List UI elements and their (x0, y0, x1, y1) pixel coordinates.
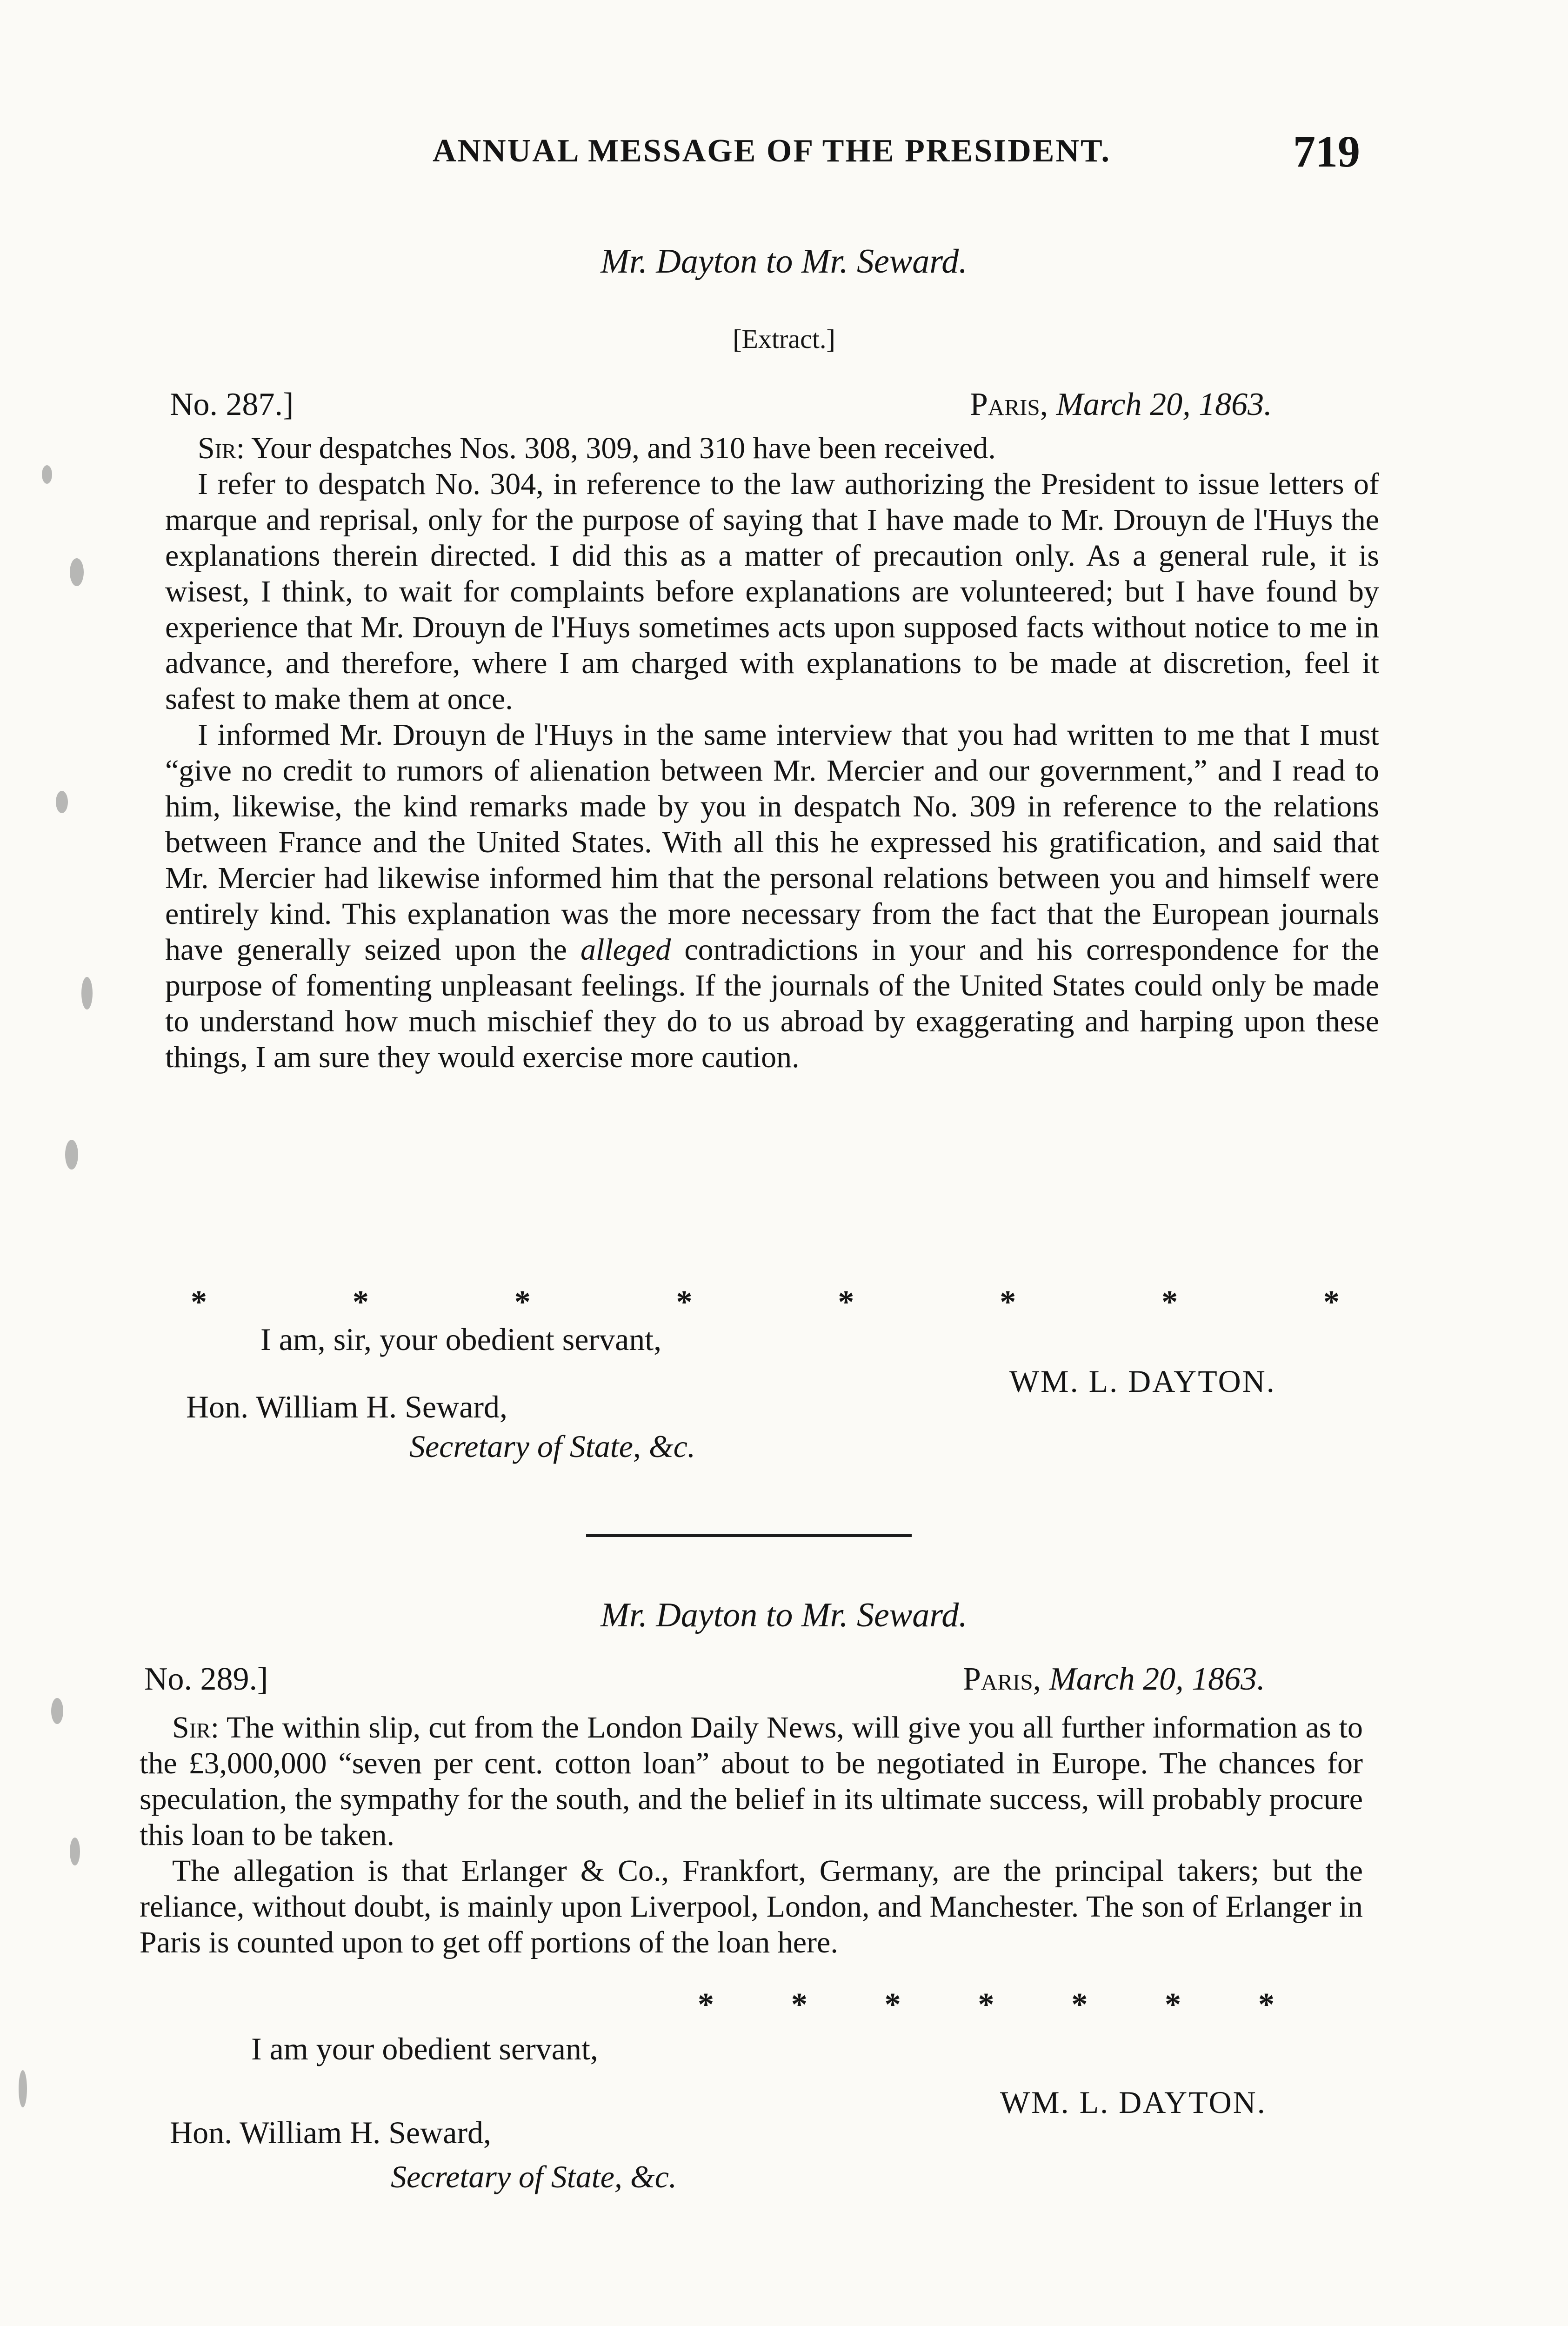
scan-speck (56, 791, 68, 813)
letter2-salutation: Sir: (172, 1711, 220, 1744)
ellipsis-star: * (352, 1284, 369, 1320)
letter2-addressee: Hon. William H. Seward, (170, 2115, 492, 2150)
letter1-title: Mr. Dayton to Mr. Seward. (601, 242, 967, 281)
letter1-number: No. 287.] (170, 387, 294, 422)
letter2-paragraph: The allegation is that Erlanger & Co., Frankfort, Germany, are the principal takers; but the reliance, without doubt, is mainly upon Liverpool, London, and Manchester. The son of Erlanger in Paris is counted upon to get off portions of the loan here. (140, 1854, 1363, 1959)
ellipsis-star: * (1323, 1284, 1340, 1320)
letter1-closing: I am, sir, your obedient servant, (260, 1322, 662, 1357)
letter2-signature: WM. L. DAYTON. (1000, 2085, 1267, 2120)
letter1-paragraph: I refer to despatch No. 304, in reference to the law authorizing the President to issue letters of marque and reprisal, only for the purpose of saying that I have made to Mr. Drouyn de l'Huys the explanations therein directed. I did this as a matter of precaution only. As a general rule, it is wisest, I think, to wait for complaints before explanations are volunteered; but I have found by experience that Mr. Drouyn de l'Huys sometimes acts upon supposed facts without notice to me in advance, and therefore, where I am charged with explanations to be made at discretion, feel it safest to make them at once. (165, 467, 1379, 716)
letter2-body (140, 1710, 1363, 1960)
emphasis-alleged: alleged (580, 933, 671, 967)
page-number: 719 (1293, 127, 1360, 176)
letter1-addressee: Hon. William H. Seward, (186, 1389, 508, 1424)
letter2-date: March 20, 1863. (1049, 1661, 1265, 1697)
letter2-number: No. 289.] (144, 1661, 268, 1697)
letter1-paragraph: I informed Mr. Drouyn de l'Huys in the same interview that you had written to me that I must “give no credit to rumors of alienation between Mr. Mercier and our government,” and I read to him, likewise, the kind remarks made by you in despatch No. 309 in reference to the relations between France and the United States. With all this he expressed his gratification, and said that Mr. Mercier had likewise informed him that the personal relations between you and himself were entirely kind. This explanation was the more necessary from the fact that the European journals have generally seized upon the alleged contradictions in your and his correspondence for the purpose of fomenting unpleasant feelings. If the journals of the United States could only be made to understand how much mischief they do to us abroad by exaggerating and harping upon these things, I am sure they would exercise more caution. (165, 718, 1379, 1074)
letter1-date: March 20, 1863. (1056, 387, 1272, 422)
running-head: ANNUAL MESSAGE OF THE PRESIDENT. (433, 133, 1111, 169)
ellipsis-star: * (978, 1987, 994, 2023)
letter2-addressee-role: Secretary of State, &c. (391, 2159, 677, 2194)
letter1-addressee-role: Secretary of State, &c. (409, 1429, 695, 1464)
letter1-dateline (170, 386, 1361, 428)
ellipsis-star: * (698, 1987, 714, 2023)
scan-speck (65, 1140, 78, 1170)
letter1-place: Paris, (970, 387, 1048, 422)
letter1-body (165, 430, 1379, 1075)
scan-speck (51, 1698, 63, 1724)
ellipsis-star: * (514, 1284, 531, 1320)
letter2-dateplace (963, 1661, 1265, 1698)
scan-speck (19, 2070, 27, 2107)
letter2-title: Mr. Dayton to Mr. Seward. (601, 1596, 967, 1634)
ellipsis-star: * (838, 1284, 854, 1320)
letter2-dateline (144, 1661, 1354, 1703)
letter1-salutation: Sir: (198, 431, 245, 465)
ellipsis-star: * (676, 1284, 693, 1320)
scan-speck (70, 558, 84, 586)
letter1-paragraph: Sir: Your despatches Nos. 308, 309, and 310 have been received. (198, 431, 996, 465)
ellipsis-star: * (191, 1284, 207, 1320)
scan-speck (70, 1838, 80, 1865)
ellipsis-star: * (884, 1987, 901, 2023)
letter2-ellipsis-stars (698, 1986, 1274, 2024)
section-divider (586, 1534, 912, 1537)
ellipsis-star: * (1071, 1987, 1088, 2023)
scan-speck (42, 465, 52, 484)
letter2-paragraph: Sir: The within slip, cut from the London Daily News, will give you all further information as to the £3,000,000 “seven per cent. cotton loan” about to be negotiated in Europe. The chances for speculation, the sympathy for the south, and the belief in its ultimate success, will probably procure this loan to be taken. (140, 1711, 1363, 1852)
letter1-dateplace (970, 386, 1272, 423)
letter1-ellipsis-stars (191, 1284, 1340, 1321)
ellipsis-star: * (1258, 1987, 1274, 2023)
ellipsis-star: * (1161, 1284, 1178, 1320)
letter2-place: Paris, (963, 1661, 1041, 1697)
letter2-closing: I am your obedient servant, (251, 2031, 598, 2066)
ellipsis-star: * (791, 1987, 807, 2023)
letter1-signature: WM. L. DAYTON. (1009, 1364, 1276, 1399)
scan-speck (81, 977, 93, 1009)
letter1-extract-note: [Extract.] (733, 324, 835, 354)
ellipsis-star: * (1000, 1284, 1016, 1320)
ellipsis-star: * (1165, 1987, 1181, 2023)
